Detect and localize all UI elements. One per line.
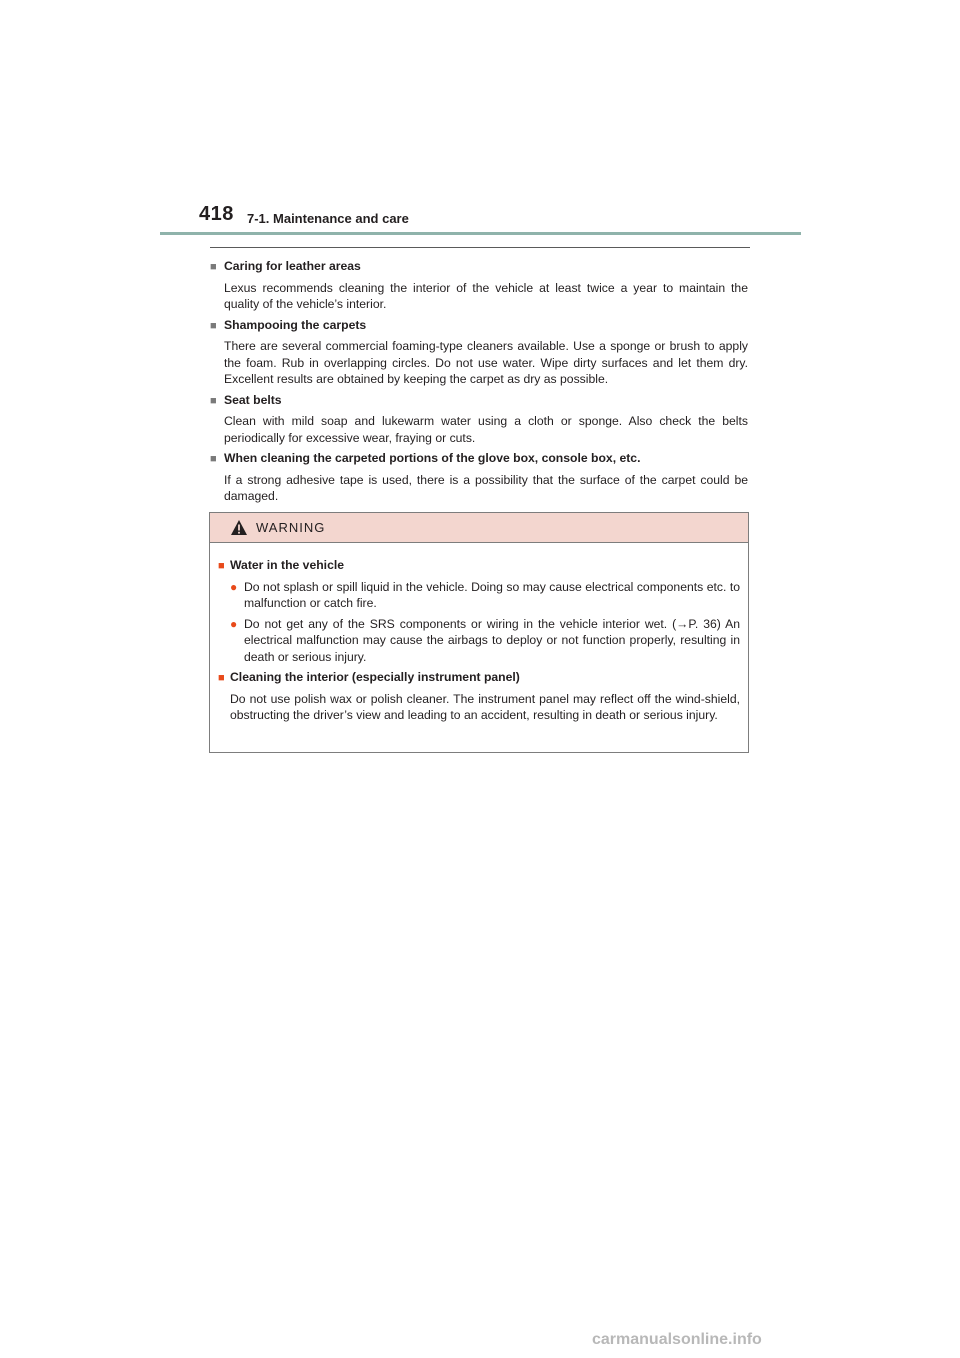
warning-bullet — [218, 616, 740, 666]
item-body: Clean with mild soap and lukewarm water using a cloth or sponge. Also check the belts periodically for excessive wear, fraying or cuts. — [224, 414, 748, 445]
square-bullet-icon: ■ — [210, 261, 217, 273]
warning-label: WARNING — [256, 520, 326, 535]
warning-triangle-icon — [230, 519, 248, 536]
square-bullet-icon: ■ — [210, 319, 217, 332]
warning-bullet — [218, 579, 740, 612]
warning-bullet-text: Do not splash or spill liquid in the vehicle. Doing so may cause electrical components etc. to malfunction or catch fire. — [244, 579, 740, 610]
item-body: There are several commercial foaming-type cleaners available. Use a sponge or brush to apply the foam. Rub in overlapping circles. Do not use water. Wipe dirty surfaces and let them dry. Excellent results are obtained by keeping the carpet as dry as possible. — [224, 339, 748, 386]
round-bullet-icon: ● — [230, 579, 238, 594]
warning-section-heading: Cleaning the interior (especially instrument panel) — [230, 670, 520, 684]
item-heading: Shampooing the carpets — [224, 317, 367, 332]
content — [210, 258, 748, 509]
square-bullet-icon: ■ — [210, 394, 217, 407]
warning-bullet-text: Do not get any of the SRS components or wiring in the vehicle interior wet. (→P. 36) An electrical malfunction may cause the airbags to deploy or not function properly, resulting in death or serious injury. — [244, 616, 740, 664]
warning-header — [210, 513, 748, 543]
item-body: Lexus recommends cleaning the interior of the vehicle at least twice a year to maintain the quality of the vehicle’s interior. — [224, 280, 748, 311]
content-top-rule — [210, 247, 750, 248]
page-number: 418 — [199, 203, 234, 225]
warning-section-body: Do not use polish wax or polish cleaner. The instrument panel may reflect off the wind-shield, obstructing the driver’s view and leading to an accident, resulting in death or serious injury. — [230, 691, 740, 722]
item-glove-box — [210, 450, 748, 505]
round-bullet-icon: ● — [230, 616, 238, 631]
header-rule — [160, 232, 801, 235]
square-bullet-icon: ■ — [218, 560, 225, 572]
item-heading: Caring for leather areas — [224, 259, 361, 273]
square-bullet-icon: ■ — [218, 672, 225, 684]
section-title: 7-1. Maintenance and care — [247, 211, 409, 226]
item-heading: Seat belts — [224, 392, 282, 407]
warning-content — [210, 543, 748, 724]
item-body: If a strong adhesive tape is used, there is a possibility that the surface of the carpet could be damaged. — [224, 472, 748, 503]
footer-watermark: carmanualsonline.info — [592, 1331, 762, 1348]
warning-section-heading: Water in the vehicle — [230, 558, 345, 572]
item-leather — [210, 258, 748, 313]
item-carpets — [210, 317, 748, 388]
warning-box — [209, 512, 749, 753]
square-bullet-icon: ■ — [210, 453, 217, 465]
item-seat-belts — [210, 392, 748, 447]
item-heading: When cleaning the carpeted portions of the glove box, console box, etc. — [224, 451, 641, 465]
